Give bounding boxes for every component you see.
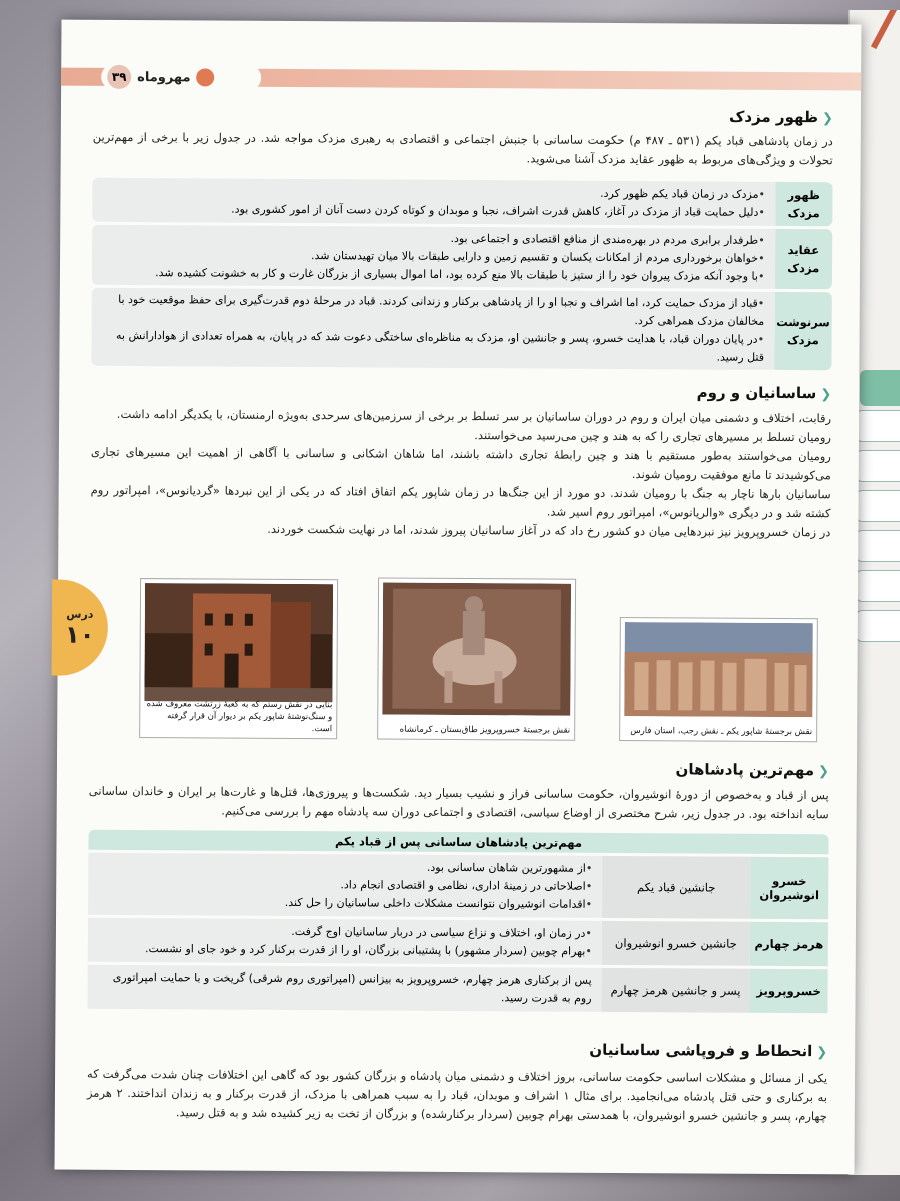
rome-text <box>90 405 831 543</box>
list-item: • بهرام چوبین (سردار مشهور) با پشتیبانی بزرگان، او را از قدرت برکنار کرد و خود جای او نشست. <box>98 940 592 961</box>
photo-kaaba-zartosht <box>139 578 338 739</box>
chevron-icon: ❮ <box>820 387 832 403</box>
table-cell-content <box>91 288 774 370</box>
table-row <box>87 965 827 1014</box>
list-item: • از مشهورترین شاهان ساسانی بود. <box>98 857 592 878</box>
page-number: ۳۹ <box>107 65 131 89</box>
table-cell-content <box>92 178 775 226</box>
adjacent-page-tab <box>860 370 900 406</box>
table-row-header: خسرو انوشیروان <box>750 857 828 919</box>
adjacent-page-box <box>856 570 900 602</box>
brand-logo-icon <box>197 68 215 86</box>
paragraph: رقابت، اختلاف و دشمنی میان ایران و روم در دوران ساسانیان بر سر تسلط بر برخی از سرزمین‌های سرحدی به‌ویژه ارمنستان، با یکدیگر ادامه داشت. <box>116 406 832 426</box>
table-row-header: عقاید مزدک <box>774 229 832 289</box>
table-row-header: خسروپرویز <box>749 969 827 1013</box>
paragraph: در زمان خسروپرویز نیز نبردهایی میان دو کشور رخ داد که در آغاز ساسانیان پیروز شدند، اما در نهایت شکست خوردند. <box>267 521 831 540</box>
photo-taq-bostan <box>377 578 576 741</box>
section-title-kings: ❮مهم‌ترین پادشاهان <box>675 760 829 780</box>
table-cell-relation: جانشین قباد یکم <box>602 856 750 919</box>
section-title-rome: ❮ساسانیان و روم <box>696 383 832 403</box>
table-row <box>92 178 832 227</box>
lesson-label: درس <box>66 607 94 621</box>
page-header <box>101 64 261 91</box>
kings-intro: پس از قباد و به‌خصوص از دورهٔ انوشیروان، حکومت ساسانی فراز و نشیب بسیار دید. شکست‌ها و پیروزی‌ها، قتل‌ها و غارت‌ها بر ایران و خاندان ساسانی سایه انداخته بود. در جدول زیر، شرح مختصری از اوضاع سیاسی، اقتصادی و اجتماعی دوران سه پادشاه مهم را بررسی می‌کنیم. <box>88 783 829 822</box>
adjacent-page-box <box>856 610 900 642</box>
brand-name: مهروماه <box>137 69 191 85</box>
table-row <box>91 288 831 371</box>
table-cell-content <box>87 965 601 1012</box>
photo-naqsh-rajab <box>619 617 818 742</box>
table-cell-content <box>92 225 775 289</box>
table-row-header: هرمز چهارم <box>750 922 828 966</box>
list-item: • با وجود آنکه مزدک پیروان خود را از ستیز با طبقات بالا منع کرده بود، اما اموال بسیاری از بزرگان غارت و کار به خشونت کشیده شد. <box>102 264 765 286</box>
taq-bostan-image <box>382 583 571 716</box>
list-item: • خواهان برخورداری مردم از امکانات یکسان و تقسیم زمین و دارایی طبقات بالا میان تهیدستان شد. <box>102 246 765 268</box>
photo-caption: نقش برجستهٔ خسروپرویز طاق‌بستان ـ کرمانشاه <box>399 724 571 736</box>
kings-table-title: مهم‌ترین پادشاهان ساسانی پس از قباد یکم <box>88 830 828 855</box>
textbook-page <box>54 20 861 1175</box>
chevron-icon: ❮ <box>821 111 833 127</box>
paragraph: رومیان می‌خواستند به‌طور مستقیم با هند و چین رابطهٔ تجاری داشته باشند، اما شاهان اشکانی و ساسانی با آگاهی از اهمیت این مسیرهای تجاری می‌کوشیدند تا مانع موفقیت رومیان شوند. <box>90 444 831 483</box>
list-item: • اقدامات انوشیروان نتوانست مشکلات داخلی ساسانیان را حل کند. <box>98 893 592 914</box>
naqsh-rajab-image <box>624 622 813 717</box>
section-title-mazdak: ❮ظهور مزدک <box>729 107 833 127</box>
lesson-tab <box>52 580 109 676</box>
table-row <box>92 225 832 290</box>
adjacent-page-box <box>856 410 900 442</box>
lesson-number: ۱۰ <box>65 620 95 649</box>
list-item: • دلیل حمایت قباد از مزدک در آغاز، کاهش قدرت اشراف، نجبا و موبدان و کوتاه کردن دست آنان از امور کشوری بود. <box>102 200 765 222</box>
adjacent-page-box <box>856 490 900 522</box>
paragraph: رومیان تسلط بر مسیرهای تجاری را که به هند و چین می‌رسید می‌خواستند. <box>474 428 832 445</box>
table-cell-content <box>88 918 602 965</box>
mazdak-table <box>91 175 832 374</box>
list-item: • مزدک در زمان قباد یکم ظهور کرد. <box>102 182 765 204</box>
photo-caption: نقش برجستهٔ شاپور یکم ـ نقش رجب، استان فارس <box>630 726 813 738</box>
kings-table <box>87 830 828 1017</box>
chevron-icon: ❮ <box>816 1045 828 1061</box>
table-cell-relation: جانشین خسرو انوشیروان <box>602 921 750 966</box>
table-cell-relation: پسر و جانشین هرمز چهارم <box>601 968 749 1013</box>
list-item: • قباد از مزدک حمایت کرد، اما اشراف و نجبا او را از پادشاهی برکنار و زندانی کردند. قباد در مرحلهٔ دوم قدرت‌گیری برای حفظ موقعیت خود با مخالفان مزدک همراهی کرد. <box>102 291 765 331</box>
chevron-icon: ❮ <box>817 764 829 780</box>
adjacent-page-ribbon <box>871 10 900 68</box>
table-row-header: ظهور مزدک <box>775 182 833 226</box>
list-item: • طرفدار برابری مردم در بهره‌مندی از منافع اقتصادی و اجتماعی بود. <box>102 228 765 250</box>
paragraph: ساسانیان بارها ناچار به جنگ با رومیان شدند. دو مورد از این جنگ‌ها در زمان شاپور یکم اتفاق افتاد که در یکی از این نبردها «گردیانوس»، امپراتور روم کشته شد و در دیگری «والریانوس»، امپراتور روم اسیر شد. <box>90 482 831 521</box>
kings-table-body <box>87 850 828 1017</box>
list-item: • در زمان او، اختلاف و نزاع سیاسی در دربار ساسانیان اوج گرفت. <box>98 922 592 943</box>
list-item: • اصلاحاتی در زمینهٔ اداری، نظامی و اقتصادی انجام داد. <box>98 875 592 896</box>
list-item: • در پایان دوران قباد، با هدایت خسرو، پسر و جانشین او، مزدک به مناظره‌ای ساختگی دعوت شد که در پایان، به همراه تعدادی از هوادارانش به قتل رسید. <box>101 327 764 367</box>
table-row <box>88 918 828 967</box>
table-cell-content <box>88 853 602 918</box>
list-item: پس از برکناری هرمز چهارم، خسروپرویز به بیزانس (امپراتوری روم شرقی) گریخت و با حمایت امپراتوری روم به قدرت رسید. <box>112 970 592 1005</box>
table-row-header: سرنوشت مزدک <box>774 292 832 370</box>
photo-caption: بنایی در نقش رستم که به کعبهٔ زرتشت معروف شده و سنگ‌نوشتهٔ شاپور یکم بر دیوار آن قرار گرفته است. <box>146 699 333 735</box>
adjacent-page-box <box>856 450 900 482</box>
adjacent-page-box <box>856 530 900 562</box>
mazdak-intro: در زمان پادشاهی قباد یکم (۵۳۱ ـ ۴۸۷ م) حکومت ساسانی با جنبش اجتماعی و اقتصادی به رهبری مزدک مواجه شد. در جدول زیر با برخی از مهم‌ترین تحولات و ویژگی‌های مربوط به ظهور عقاید مزدک آشنا می‌شوید. <box>92 129 833 168</box>
section-title-decline: ❮انحطاط و فروپاشی ساسانیان <box>589 1040 828 1061</box>
table-row <box>88 853 828 920</box>
kaaba-zartosht-image <box>144 583 333 702</box>
decline-text: یکی از مسائل و مشکلات اساسی حکومت ساسانی، بروز اختلاف و دشمنی میان پادشاه و بزرگان کشور بود که گاهی این اختلافات چنان شدت می‌گرفت که به برکناری و حتی قتل پادشاه می‌انجامید. برای مثال ۱ اشراف و موبدان، قباد را به سبب همراهی با مزدک، از قدرت برکنار و به زندان انداختند. ۲ هرمز چهارم، پسر و جانشین خسرو انوشیروان، با همدستی بهرام چوبین (سردار برکنارشده) و بزرگان از تخت به زیر کشیده شد و به قتل رسید. <box>86 1066 828 1124</box>
